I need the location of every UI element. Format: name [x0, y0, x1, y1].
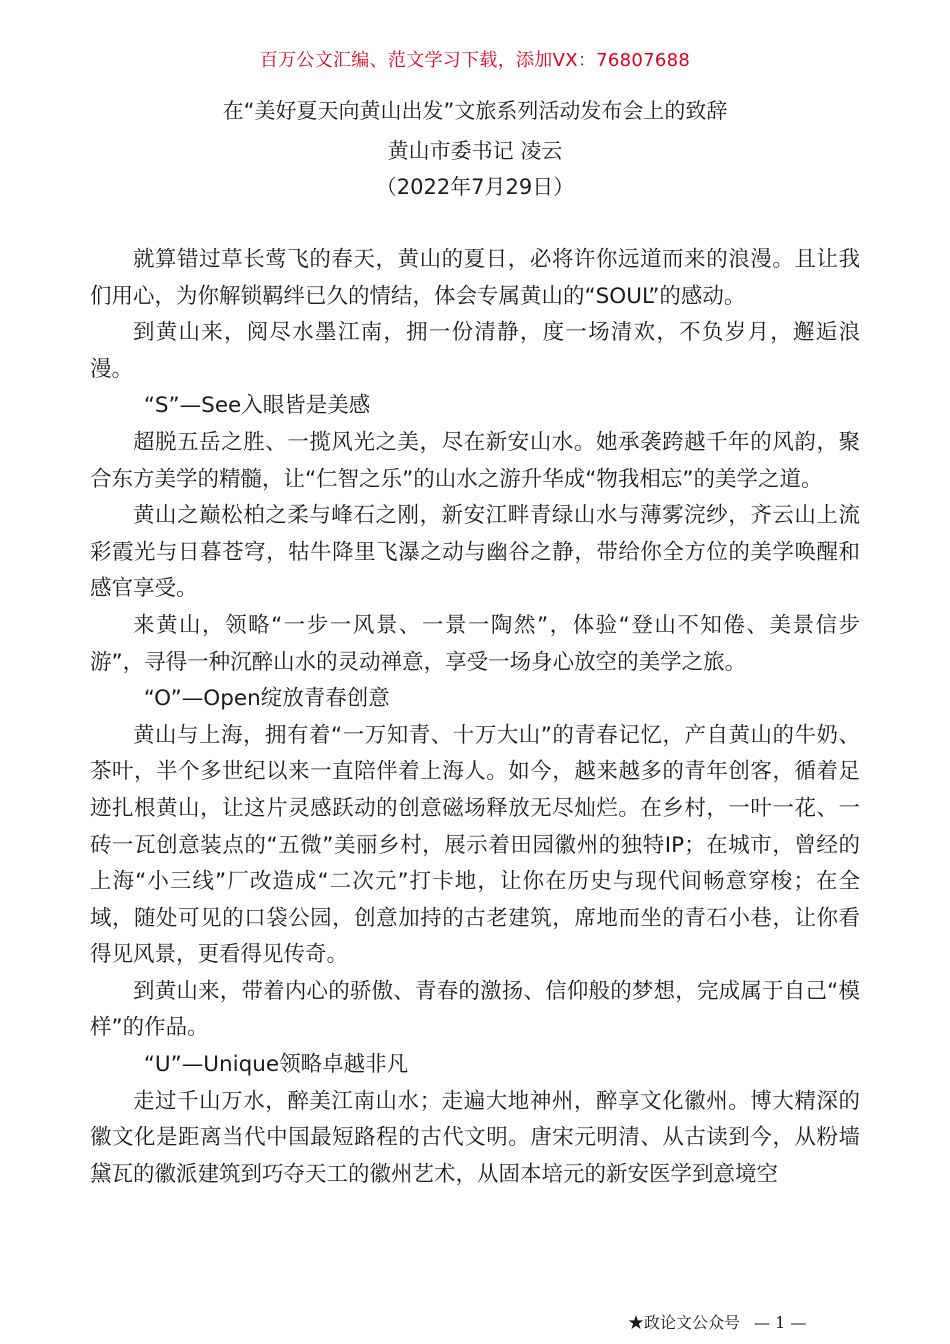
paragraph: 走过千山万水，醉美江南山水；走遍大地神州，醉享文化徽州。博大精深的徽文化是距离当代中国最短路程的古代文明。唐宋元明清、从古读到今，从粉墙黛瓦的徽派建筑到巧夺天工的徽州艺术，从固本培元的新安医学到意境空 [90, 1088, 860, 1187]
paragraph: 就算错过草长莺飞的春天，黄山的夏日，必将许你远道而来的浪漫。且让我们用心，为你解锁羁绊已久的情结，体会专属黄山的“SOUL”的感动。 [90, 247, 860, 309]
watermark-banner: 百万公文汇编、范文学习下载，添加VX：76807688 [259, 50, 691, 71]
author-line: 黄山市委书记 凌云 [387, 139, 563, 163]
paragraph: 黄山之巅松柏之柔与峰石之刚，新安江畔青绿山水与薄雾浣纱，齐云山上流彩霞光与日暮苍穹，牯牛降里飞瀑之动与幽谷之静，带给你全方位的美学唤醒和感官享受。 [90, 503, 860, 602]
document-body [90, 242, 860, 1193]
paragraph: 黄山与上海，拥有着“一万知青、十万大山”的青春记忆，产自黄山的牛奶、茶叶，半个多世纪以来一直陪伴着上海人。如今，越来越多的青年创客，循着足迹扎根黄山，让这片灵感跃动的创意磁场释放无尽灿烂。在乡村，一叶一花、一砖一瓦创意装点的“五微”美丽乡村，展示着田园徽州的独特IP；在城市，曾经的上海“小三线”厂改造成“二次元”打卡地，让你在历史与现代间畅意穿梭；在全域，随处可见的口袋公园，创意加持的古老建筑，席地而坐的青石小巷，让你看得见风景，更看得见传奇。 [90, 722, 860, 968]
document-title: 在“美好夏天向黄山出发”文旅系列活动发布会上的致辞 [222, 99, 728, 123]
page-number: — 1 — [754, 1313, 807, 1332]
paragraph: 来黄山，领略“一步一风景、一景一陶然”，体验“登山不知倦、美景信步游”，寻得一种沉醉山水的灵动禅意，享受一场身心放空的美学之旅。 [90, 612, 860, 675]
paragraph: 超脱五岳之胜、一揽风光之美，尽在新安山水。她承袭跨越千年的风韵，聚合东方美学的精髓，让“仁智之乐”的山水之游升华成“物我相忘”的美学之道。 [90, 429, 860, 492]
section-heading-s: “S”—See入眼皆是美感 [143, 393, 371, 419]
paragraph: 到黄山来，阅尽水墨江南，拥一份清静，度一场清欢，不负岁月，邂逅浪漫。 [90, 320, 860, 382]
section-heading-u: “U”—Unique领略卓越非凡 [143, 1052, 409, 1078]
footer-source: ★政论文公众号 [628, 1313, 741, 1332]
section-heading-o: “O”—Open绽放青春创意 [143, 686, 390, 712]
paragraph: 到黄山来，带着内心的骄傲、青春的激扬、信仰般的梦想，完成属于自己“模样”的作品。 [90, 978, 860, 1041]
page-footer [628, 1310, 806, 1333]
date-line: （2022年7月29日） [375, 175, 575, 199]
